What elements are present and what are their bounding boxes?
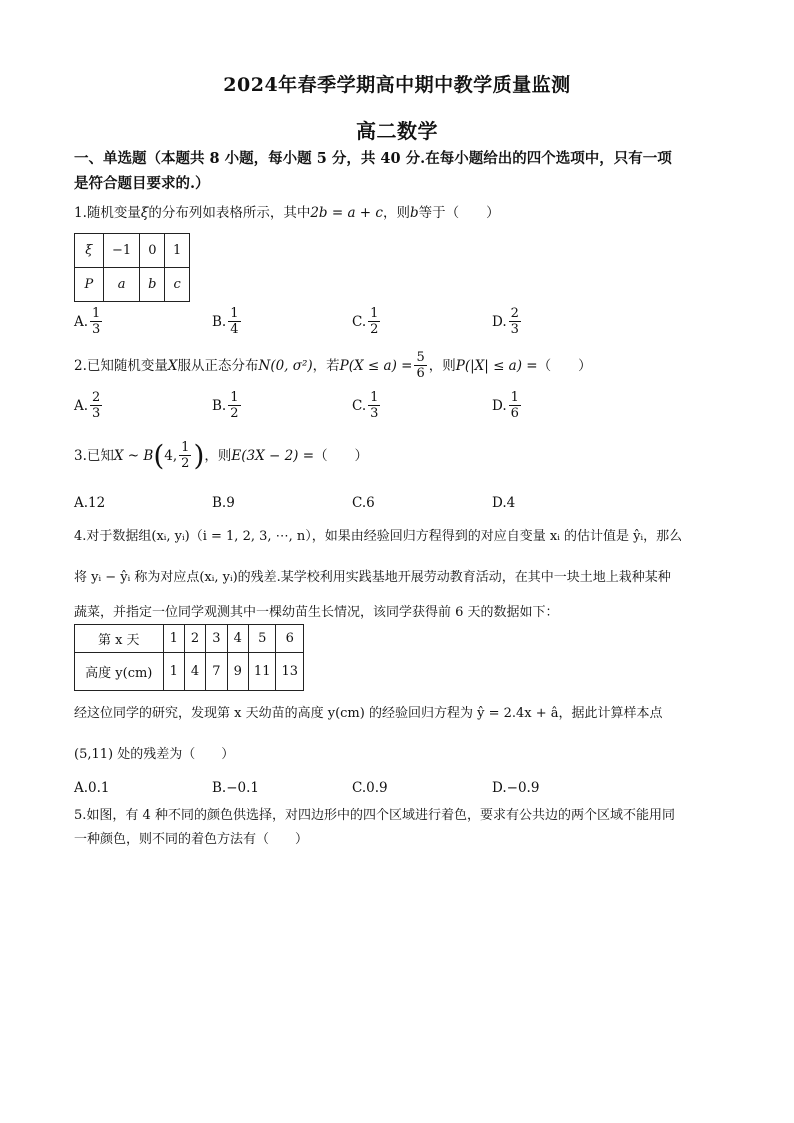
option-value: −0.9 [506, 780, 540, 796]
q2-prefix: 2.已知随机变量 [74, 357, 168, 374]
option-value: 0.9 [366, 780, 388, 796]
option-value: 6 [366, 495, 375, 511]
option-value: 0.1 [88, 780, 110, 796]
q1-option-c[interactable] [352, 306, 382, 337]
q4-line4: 经这位同学的研究，发现第 x 天幼苗的高度 y(cm) 的经验回归方程为 ŷ = 2.4x + â，据此计算样本点 [74, 706, 663, 721]
q4-table-cell: 13 [276, 653, 304, 691]
frac-num: 1 [230, 306, 239, 321]
frac-den: 2 [230, 406, 239, 421]
frac-den: 6 [416, 366, 425, 381]
option-label: D. [492, 780, 507, 796]
q1-option-a[interactable] [74, 306, 104, 337]
option-value: 9 [226, 495, 235, 511]
option-label: A. [74, 780, 89, 796]
option-label: C. [352, 397, 367, 414]
frac-num: 2 [510, 306, 519, 321]
q5-line1: 5.如图，有 4 种不同的颜色供选择，对四边形中的四个区域进行着色，要求有公共边的两个区域不能用同 [74, 808, 675, 823]
q4-line2: 将 yᵢ − ŷᵢ 称为对应点(xᵢ, yᵢ)的残差.某学校利用实践基地开展劳动教育活动，在其中一块土地上栽种某种 [74, 570, 671, 585]
q1-suffix: 等于（ ） [418, 205, 500, 221]
option-label: C. [352, 780, 367, 796]
section-heading-line2: 是符合题目要求的.） [74, 175, 210, 192]
q3-suffix: （ ） [314, 447, 369, 464]
q4-option-a[interactable] [74, 780, 110, 796]
q3-expr2: E(3X − 2) = [231, 447, 315, 464]
q4-table-cell: 4 [227, 625, 248, 653]
q5-line2: 一种颜色，则不同的着色方法有（ ） [74, 832, 309, 847]
q3-prefix: 3.已知 [74, 447, 114, 464]
option-label: B. [212, 313, 227, 330]
q4-line3: 蔬菜，并指定一位同学观测其中一棵幼苗生长情况，该同学获得前 6 天的数据如下： [74, 605, 559, 620]
q1-var: ξ [140, 205, 149, 221]
q1-table-cell: b [140, 268, 165, 302]
q2-option-d[interactable] [492, 390, 523, 421]
q1-option-d[interactable] [492, 306, 523, 337]
exam-subtitle: 高二数学 [356, 119, 438, 143]
option-fraction [509, 390, 521, 421]
option-value: −0.1 [226, 780, 259, 796]
frac-num: 1 [370, 390, 379, 405]
option-fraction [90, 390, 102, 421]
q2-ask: P(|X| ≤ a) = [455, 357, 538, 374]
option-fraction [90, 306, 102, 337]
right-paren-icon: ) [193, 438, 205, 472]
q1-mid: 的分布列如表格所示，其中 [148, 205, 311, 221]
section-heading [74, 146, 724, 196]
q2-condition: P(X ≤ a) = [339, 357, 413, 374]
option-label: A. [74, 397, 89, 414]
frac-num: 5 [416, 350, 425, 365]
frac-num: 1 [510, 390, 519, 405]
q2-option-a[interactable] [74, 390, 104, 421]
q3-fraction [179, 440, 191, 471]
q3-arg1: 4, [164, 447, 178, 464]
q2-mid2: ，若 [312, 357, 340, 374]
q3-option-c[interactable] [352, 495, 375, 511]
q4-table-cell: 1 [163, 625, 184, 653]
q2-mid: 服从正态分布 [177, 357, 259, 374]
option-fraction [509, 306, 521, 337]
option-value: 12 [88, 495, 106, 511]
q4-table-cell: 3 [206, 625, 227, 653]
question-1-stem [74, 203, 724, 223]
frac-num: 1 [230, 390, 239, 405]
question-3-stem [74, 440, 724, 471]
option-label: A. [74, 495, 89, 511]
q4-option-d[interactable] [492, 780, 539, 796]
q4-table-cell: 7 [206, 653, 227, 691]
option-fraction [368, 306, 380, 337]
q2-suffix: （ ） [537, 357, 592, 374]
q3-option-b[interactable] [212, 495, 235, 511]
q4-table-cell: 9 [227, 653, 248, 691]
q2-var: X [167, 357, 178, 374]
option-label: D. [492, 313, 507, 330]
frac-den: 2 [181, 456, 190, 471]
q2-option-b[interactable] [212, 390, 243, 421]
frac-num: 2 [92, 390, 101, 405]
frac-den: 3 [92, 406, 101, 421]
q1-table-cell: 0 [140, 234, 165, 268]
option-label: D. [492, 495, 507, 511]
option-label: C. [352, 313, 367, 330]
option-label: D. [492, 397, 507, 414]
q4-line1: 4.对于数据组(xᵢ, yᵢ)（i = 1, 2, 3, ⋯, n），如果由经验回归方程得到的对应自变量 xᵢ 的估计值是 ŷᵢ，那么 [74, 529, 683, 544]
option-label: B. [212, 780, 227, 796]
option-fraction [228, 306, 240, 337]
frac-num: 1 [370, 306, 379, 321]
frac-num: 1 [181, 440, 190, 455]
q1-condition: 2b = a + c [310, 205, 383, 221]
q2-mid3: ，则 [428, 357, 456, 374]
q4-table-cell: 5 [248, 625, 275, 653]
left-paren-icon: ( [153, 438, 165, 472]
q4-line5: (5,11) 处的残差为（ ） [74, 747, 235, 762]
q1-table-cell: −1 [103, 234, 140, 268]
q3-option-d[interactable] [492, 495, 515, 511]
q3-option-a[interactable] [74, 495, 105, 511]
q1-mid2: ，则 [382, 205, 410, 221]
option-label: B. [212, 495, 227, 511]
q1-table-cell: a [103, 268, 140, 302]
option-value: 4 [506, 495, 516, 511]
option-label: A. [74, 313, 89, 330]
q1-prefix: 1.随机变量 [74, 205, 141, 221]
q2-distribution: N(0, σ²) [258, 357, 313, 374]
q3-expr1: X ~ B [113, 447, 154, 464]
frac-den: 3 [510, 322, 519, 337]
q1-option-b[interactable] [212, 306, 243, 337]
q4-table-cell: 6 [276, 625, 304, 653]
q4-option-c[interactable] [352, 780, 388, 796]
q4-table-cell: 第 x 天 [75, 625, 164, 653]
frac-den: 3 [92, 322, 101, 337]
q4-data-table [74, 624, 304, 691]
q4-table-cell: 2 [184, 625, 205, 653]
option-label: C. [352, 495, 367, 511]
section-heading-line1: 一、单选题（本题共 8 小题，每小题 5 分，共 40 分.在每小题给出的四个选项中，只有一项 [74, 150, 672, 167]
q1-table-cell: c [165, 268, 190, 302]
q1-var2: b [409, 205, 419, 221]
q4-table-cell: 4 [184, 653, 205, 691]
option-fraction [368, 390, 380, 421]
frac-den: 6 [510, 406, 519, 421]
q1-table-cell: 1 [165, 234, 190, 268]
q4-table-cell: 11 [248, 653, 275, 691]
q1-table-cell: P [75, 268, 104, 302]
q4-table-cell: 1 [163, 653, 184, 691]
q2-fraction [414, 350, 426, 381]
q1-table-cell: ξ [75, 234, 104, 268]
q2-option-c[interactable] [352, 390, 382, 421]
option-label: B. [212, 397, 227, 414]
q3-mid: ，则 [204, 447, 232, 464]
q4-option-b[interactable] [212, 780, 259, 796]
q1-distribution-table [74, 233, 190, 302]
frac-num: 1 [92, 306, 101, 321]
option-fraction [228, 390, 240, 421]
frac-den: 2 [370, 322, 379, 337]
frac-den: 3 [370, 406, 379, 421]
frac-den: 4 [230, 322, 239, 337]
question-2-stem [74, 350, 724, 381]
exam-title: 2024年春季学期高中期中教学质量监测 [223, 74, 571, 96]
q4-table-cell: 高度 y(cm) [75, 653, 164, 691]
